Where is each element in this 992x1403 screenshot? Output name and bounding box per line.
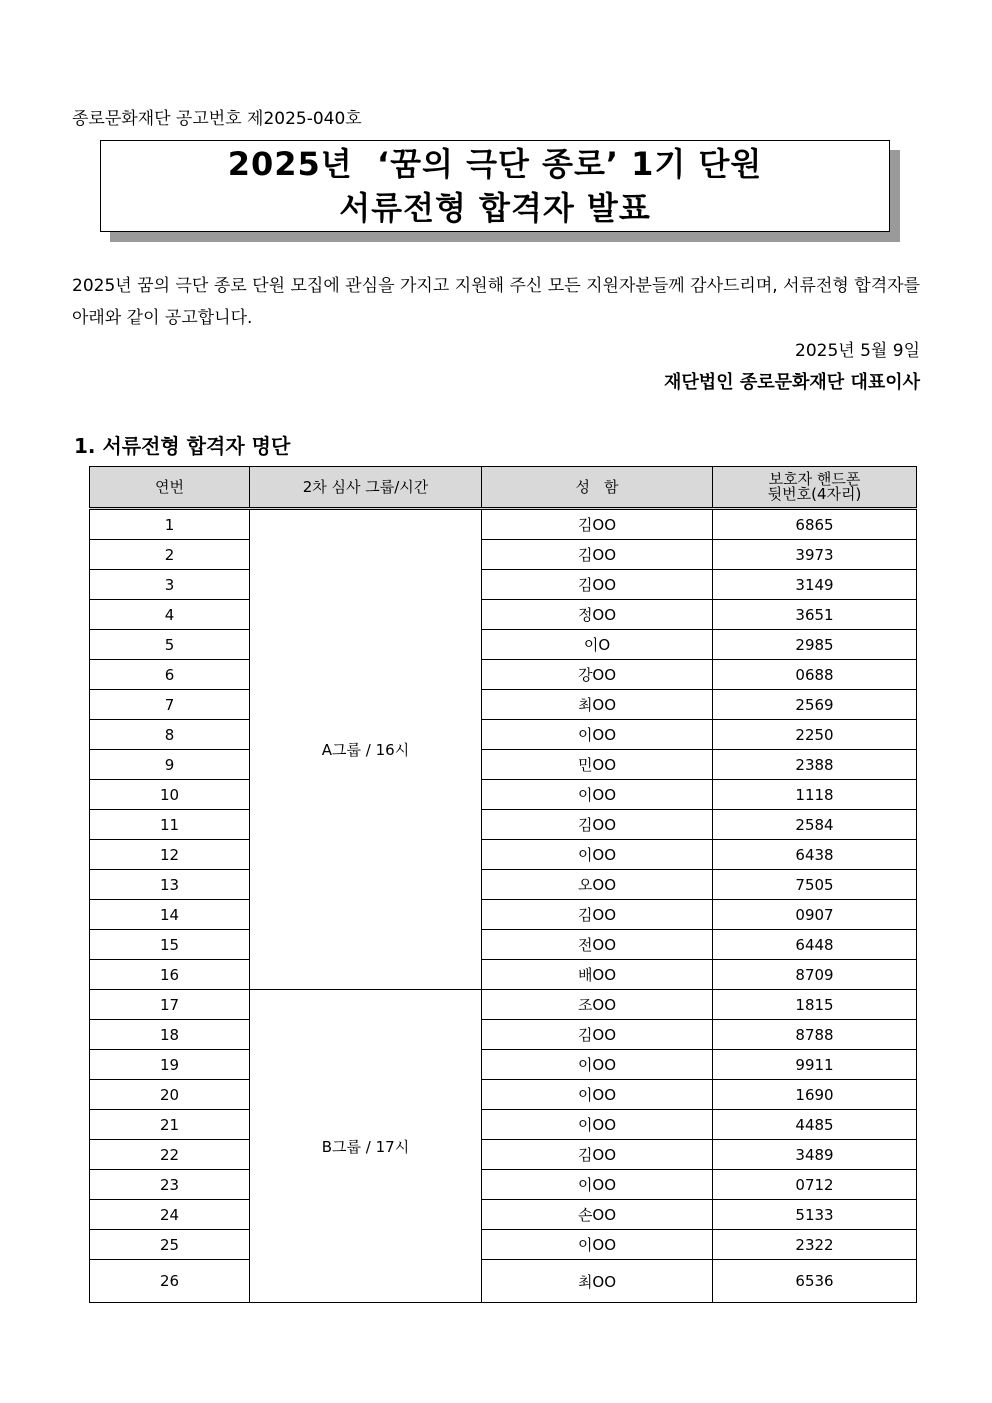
cell-no: 10 (90, 780, 250, 810)
cell-phone: 3149 (713, 570, 917, 600)
cell-name: 이OO (482, 840, 713, 870)
header-phone-line1: 보호자 핸드폰 (768, 470, 861, 488)
table-row (90, 990, 917, 1020)
cell-name: 이O (482, 630, 713, 660)
cell-no: 3 (90, 570, 250, 600)
table-row (90, 570, 917, 600)
cell-name: 조OO (482, 990, 713, 1020)
table-row (90, 840, 917, 870)
cell-phone: 0688 (713, 660, 917, 690)
cell-phone: 0712 (713, 1170, 917, 1200)
cell-phone: 9911 (713, 1050, 917, 1080)
cell-no: 24 (90, 1200, 250, 1230)
cell-phone: 2322 (713, 1230, 917, 1260)
table-row (90, 1110, 917, 1140)
cell-no: 15 (90, 930, 250, 960)
cell-phone: 1690 (713, 1080, 917, 1110)
table-body (90, 509, 917, 1303)
cell-phone: 2250 (713, 720, 917, 750)
cell-no: 14 (90, 900, 250, 930)
table-row (90, 1230, 917, 1260)
table-row (90, 810, 917, 840)
title-line-2: 서류전형 합격자 발표 (339, 189, 651, 227)
cell-no: 17 (90, 990, 250, 1020)
cell-no: 13 (90, 870, 250, 900)
applicant-table (89, 466, 917, 1303)
table-row (90, 960, 917, 990)
cell-group: B그룹 / 17시 (250, 990, 482, 1303)
table-row (90, 660, 917, 690)
cell-phone: 2388 (713, 750, 917, 780)
cell-phone: 3489 (713, 1140, 917, 1170)
cell-name: 김OO (482, 1020, 713, 1050)
cell-name: 김OO (482, 509, 713, 540)
cell-name: 이OO (482, 1050, 713, 1080)
cell-phone: 8788 (713, 1020, 917, 1050)
cell-no: 4 (90, 600, 250, 630)
cell-phone: 2985 (713, 630, 917, 660)
table-row (90, 870, 917, 900)
cell-no: 22 (90, 1140, 250, 1170)
cell-no: 6 (90, 660, 250, 690)
table-row (90, 1050, 917, 1080)
cell-name: 김OO (482, 540, 713, 570)
cell-phone: 3973 (713, 540, 917, 570)
table-row (90, 1020, 917, 1050)
cell-name: 민OO (482, 750, 713, 780)
cell-no: 20 (90, 1080, 250, 1110)
cell-phone: 6438 (713, 840, 917, 870)
cell-no: 5 (90, 630, 250, 660)
table-row (90, 780, 917, 810)
cell-name: 김OO (482, 570, 713, 600)
cell-phone: 1118 (713, 780, 917, 810)
title-box (100, 140, 890, 232)
table-row (90, 1140, 917, 1170)
cell-no: 1 (90, 509, 250, 540)
cell-phone: 0907 (713, 900, 917, 930)
table-row (90, 900, 917, 930)
cell-no: 25 (90, 1230, 250, 1260)
table-row (90, 600, 917, 630)
table-row (90, 1200, 917, 1230)
table-row (90, 750, 917, 780)
cell-phone: 6865 (713, 509, 917, 540)
table-row (90, 1260, 917, 1303)
cell-name: 이OO (482, 720, 713, 750)
table-row (90, 509, 917, 540)
table-row (90, 1170, 917, 1200)
table-header-row (90, 467, 917, 509)
cell-no: 7 (90, 690, 250, 720)
cell-no: 8 (90, 720, 250, 750)
cell-no: 23 (90, 1170, 250, 1200)
cell-name: 김OO (482, 1140, 713, 1170)
cell-phone: 6536 (713, 1260, 917, 1303)
cell-name: 오OO (482, 870, 713, 900)
cell-name: 이OO (482, 1110, 713, 1140)
signatory: 재단법인 종로문화재단 대표이사 (664, 372, 920, 393)
cell-no: 26 (90, 1260, 250, 1303)
cell-name: 이OO (482, 780, 713, 810)
cell-phone: 3651 (713, 600, 917, 630)
cell-no: 16 (90, 960, 250, 990)
cell-name: 최OO (482, 1260, 713, 1303)
intro-paragraph: 2025년 꿈의 극단 종로 단원 모집에 관심을 가지고 지원해 주신 모든 지원자분들께 감사드리며, 서류전형 합격자를 아래와 같이 공고합니다. (72, 276, 920, 328)
table-row (90, 540, 917, 570)
cell-phone: 6448 (713, 930, 917, 960)
table-row (90, 630, 917, 660)
header-phone-line2: 뒷번호(4자리) (767, 485, 862, 503)
cell-no: 12 (90, 840, 250, 870)
header-group: 2차 심사 그룹/시간 (250, 467, 482, 509)
cell-name: 배OO (482, 960, 713, 990)
cell-phone: 1815 (713, 990, 917, 1020)
notice-number: 종로문화재단 공고번호 제2025-040호 (72, 109, 362, 129)
cell-name: 전OO (482, 930, 713, 960)
announcement-date: 2025년 5월 9일 (795, 341, 920, 361)
cell-no: 9 (90, 750, 250, 780)
header-phone (713, 467, 917, 509)
cell-no: 19 (90, 1050, 250, 1080)
cell-phone: 2584 (713, 810, 917, 840)
cell-phone: 2569 (713, 690, 917, 720)
cell-name: 정OO (482, 600, 713, 630)
header-no: 연번 (90, 467, 250, 509)
header-name: 성함 (482, 467, 713, 509)
cell-name: 이OO (482, 1230, 713, 1260)
cell-name: 김OO (482, 900, 713, 930)
cell-phone: 5133 (713, 1200, 917, 1230)
cell-no: 18 (90, 1020, 250, 1050)
cell-name: 최OO (482, 690, 713, 720)
title-line-1: 2025년 ‘꿈의 극단 종로’ 1기 단원 (227, 145, 763, 183)
cell-name: 이OO (482, 1080, 713, 1110)
cell-name: 손OO (482, 1200, 713, 1230)
cell-no: 21 (90, 1110, 250, 1140)
cell-name: 김OO (482, 810, 713, 840)
section-title: 1. 서류전형 합격자 명단 (74, 434, 291, 458)
cell-phone: 7505 (713, 870, 917, 900)
table-row (90, 1080, 917, 1110)
cell-name: 이OO (482, 1170, 713, 1200)
table-row (90, 690, 917, 720)
table-row (90, 720, 917, 750)
cell-no: 2 (90, 540, 250, 570)
cell-group: A그룹 / 16시 (250, 509, 482, 990)
table-row (90, 930, 917, 960)
cell-name: 강OO (482, 660, 713, 690)
cell-phone: 8709 (713, 960, 917, 990)
cell-phone: 4485 (713, 1110, 917, 1140)
cell-no: 11 (90, 810, 250, 840)
